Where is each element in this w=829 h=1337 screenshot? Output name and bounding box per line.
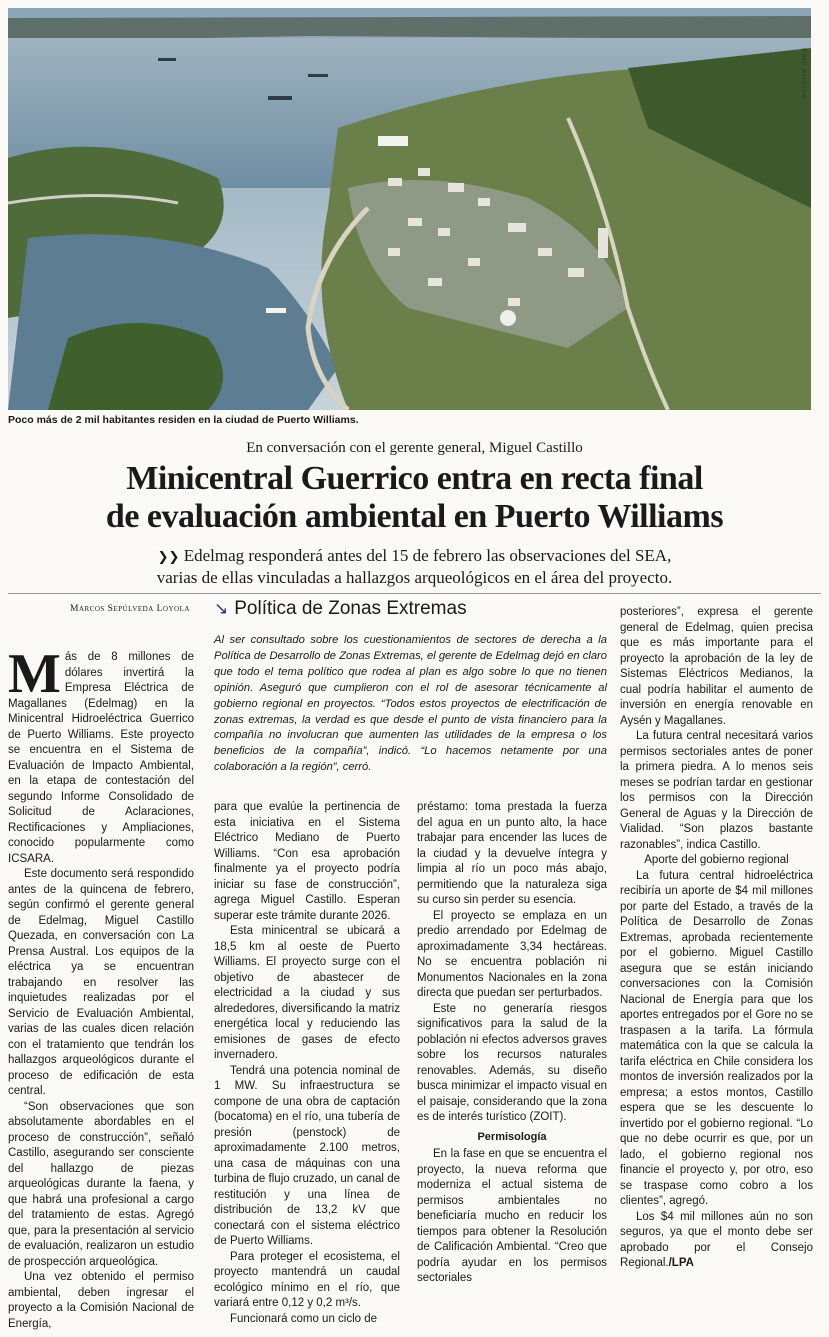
paragraph: Más de 8 millones de dólares invertirá la Empresa Eléctrica de Magallanes (Edelmag) en la Minicentral Hidroeléctrica Guerrico de Puerto Williams. Este proyecto se encuentra en el Sistema de Evaluación de Impacto Ambiental, en la etapa de contestación del segundo Informe Consolidado de Solicitud de Aclaraciones, Rectificaciones y Ampliaciones, conocido popularmente como ICSARA. [8, 643, 194, 865]
article-column-4 [620, 605, 813, 1272]
paragraph: Funcionará como un ciclo de [230, 1312, 378, 1325]
paragraph: préstamo: toma prestada la fuerza del agua en un punto alto, la hace trabajar para encender las luces de la ciudad y la devuelve íntegra y limpia al río un poco más abajo, permitiendo que la naturaleza siga su curso sin perder su esencia. [417, 801, 607, 906]
paragraph: Este documento será respondido antes de la quincena de febrero, según confirmó el gerente general de Edelmag, Miguel Castillo Quezada, en conversación con La Prensa Austral. Los equipos de la eléctrica ya se encuentran trabajando en resolver las inquietudes realizadas por el Servicio de Evaluación Ambiental, varias de las cuales dicen relación con el tratamiento que tendrán los hallazgos arqueológicos durante el proceso de edificación de esta central. [8, 868, 194, 1097]
paragraph: Tendrá una potencia nominal de 1 MW. Su infraestructura se compone de una obra de captación (bocatoma) en el río, una tubería de presión (penstock) de aproximadamente 2.100 metros, una casa de máquinas con una turbina de flujo cruzado, un canal de restitución y una línea de distribución de 13,2 kV que conectará con el sistema eléctrico de Puerto Williams. [214, 1064, 400, 1247]
photo-caption: Poco más de 2 mil habitantes residen en la ciudad de Puerto Williams. [8, 414, 359, 426]
sidebar-title [214, 598, 467, 620]
sidebar-title-text: Política de Zonas Extremas [234, 598, 467, 619]
article-kicker: En conversación con el gerente general, Miguel Castillo [246, 440, 583, 456]
article-column-1 [8, 643, 194, 1332]
paragraph: Este no generaría riesgos significativos para la salud de la población ni efectos adversos graves sobre los recursos naturales renovables. Además, su diseño busca minimizar el impacto visual en el paisaje, considerando que la zona es de interés turístico (ZOIT). [417, 1002, 607, 1123]
headline-line-2: de evaluación ambiental en Puerto Williams [105, 498, 724, 535]
aerial-photo-illustration [8, 8, 811, 410]
paragraph: La futura central necesitará varios permisos sectoriales antes de poner la primera piedra. A lo menos seis meses se podrían tardar en gestionar los permisos con la Dirección General de Aguas y la Dirección de Vialidad. “Son plazos bastante razonables”, indica Castillo. [620, 730, 813, 851]
headline-line-1: Minicentral Guerrico entra en recta final [126, 460, 703, 497]
paragraph: Una vez obtenido el permiso ambiental, deben ingresar el proyecto a la Comisión Nacional de Energía, [8, 1271, 194, 1330]
sidebar-body: Al ser consultado sobre los cuestionamientos de sectores de derecha a la Política de Desarrollo de Zonas Extremas, el gerente de Edelmag dejó en claro que todo el tema político que rodea al plan es algo sobre lo que no tienen opinión. Aseguró que cumplieron con el rol de asesorar técnicamente al gobierno regional en proyectos. “Todos estos proyectos de electrificación de zonas extremas, la verdad es que desde el punto de vista financiero para la compañía no involucran que aumenten las utilidades de la empresa o los beneficios de la compañía”, indicó. “Lo hacemos netamente por una colaboración a la región”, cerró. [214, 634, 607, 774]
paragraph: La futura central hidroeléctrica recibiría un aporte de $4 mil millones por parte del Estado, a través de la Política de Desarrollo de Zonas Extremas, aprobada recientemente por el gobierno. Miguel Castillo asegura que se están iniciando conversaciones con la Comisión Nacional de Energía para que los aportes entregados por el Gore no se traspasen a la tarifa. La fórmula matemática con la que se calcula la tarifa eléctrica en Chile considera los montos de inversión realizados por la empresa; a estos montos, Castillo espera que se les descuente lo invertido por el gobierno regional. “Lo que no debe ocurrir es que, por un lado, el gobierno regional nos financie el proyecto y, por otro, eso se traspase como cobro a los clientes”, agregó. [620, 869, 813, 1207]
article-column-2 [214, 800, 400, 1327]
paragraph: El proyecto se emplaza en un predio arrendado por Edelmag de aproximadamente 3,34 hectáreas. No se encuentra población ni Monumentos Nacionales en la zona directa que puedan ser perturbados. [417, 909, 607, 999]
section-divider [8, 593, 821, 594]
paragraph: Los $4 mil millones aún no son seguros, ya que el monto debe ser aprobado por el Consejo Regional./LPA [620, 1210, 813, 1269]
paragraph: para que evalúe la pertinencia de esta iniciativa en el Sistema Eléctrico Mediano de Puerto Williams. “Con esa aprobación finalmente ya el proyecto podría iniciar su fase de construcción”, agrega Miguel Castillo. Esperan superar este trámite durante 2026. [214, 801, 400, 922]
section-subhead: Permisología [477, 1130, 547, 1143]
photo-credit: Foto Archivo [800, 48, 807, 99]
article-deck [0, 546, 829, 588]
aerial-photo [8, 8, 811, 410]
section-subhead: Aporte del gobierno regional [644, 854, 789, 866]
paragraph: Para proteger el ecosistema, el proyecto mantendrá un caudal ecológico mínimo en el río, que variará entre 0,12 y 0,2 m³/s. [214, 1250, 400, 1309]
article-headline [0, 460, 829, 536]
article-column-3 [417, 800, 607, 1287]
deck-line-1: Edelmag responderá antes del 15 de febrero las observaciones del SEA, [183, 546, 672, 565]
byline: Marcos Sepúlveda Loyola [70, 604, 190, 614]
arrow-down-right-icon: ↘ [214, 599, 229, 619]
double-chevron-icon: ❯❯ [157, 550, 180, 565]
paragraph: Esta minicentral se ubicará a 18,5 km al oeste de Puerto Williams. El proyecto surge con el objetivo de abastecer de electricidad a la ciudad y sus alrededores, diversificando la matriz energética local y reduciendo las emisiones de gases de efecto invernadero. [214, 925, 400, 1061]
paragraph: En la fase en que se encuentra el proyecto, la nueva reforma que moderniza el actual sistema de permisos ambientales no beneficiaría mucho en reducir los tiempos para obtener la Resolución de Calificación Ambiental. “Creo que podría ayudar en los permisos sectoriales [417, 1148, 607, 1284]
deck-line-2: varias de ellas vinculadas a hallazgos arqueológicos en el área del proyecto. [156, 568, 673, 587]
paragraph: “Son observaciones que son absolutamente abordables en el proceso de construcción”, señaló Castillo, asegurando ser consciente del hallazgo de piezas arqueológicas durante la faena, y que habrá una profesional a cargo del tratamiento de estas. Agregó que, para la presentación al servicio de evaluación, realizaron un estudio de prospección arqueológica. [8, 1100, 194, 1268]
drop-cap: M [8, 643, 61, 705]
signoff: /LPA [668, 1257, 694, 1269]
paragraph: posteriores”, expresa el gerente general de Edelmag, quien precisa que es más importante para el proyecto la aprobación de la ley de Sistemas Eléctricos Medianos, la cual podría habilitar el aumento de inversión en energía renovable en Aysén y Magallanes. [620, 606, 813, 727]
